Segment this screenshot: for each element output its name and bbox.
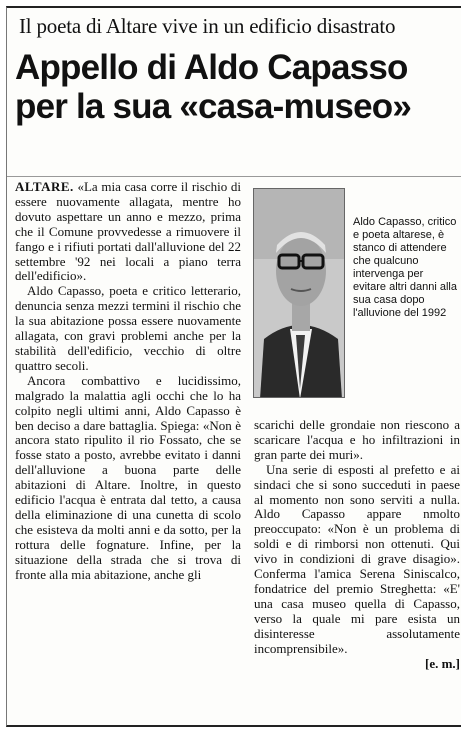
headline-line-2: per la sua «casa-museo» <box>15 87 411 126</box>
paragraph-3: Ancora combattivo e lucidissimo, malgrado la malattia agli occhi che lo ha colpito negli ultimi anni, Aldo Capasso è ben deciso a dare battaglia. Spiega: «Non è ancora stato ripulito il rio Fossato, che se fosse stato a posto, avrebbe evitato i danni dell'alluvione a buona parte delle abitazioni di Altare. Inoltre, in questo edificio l'acqua è entrata dal tetto, a causa della eliminazione di una cunetta di scolo che esisteva da molti anni e da sotto, per la rottura delle fognature. Infine, per la situazione della strada che si trova di fronte alla mia abitazione, anche gli <box>15 372 241 582</box>
author-photo <box>253 188 345 398</box>
headline-divider <box>7 176 461 177</box>
article-kicker: Il poeta di Altare vive in un edificio disastrato <box>19 14 396 38</box>
portrait-image <box>254 189 345 398</box>
column-1 <box>15 180 241 725</box>
headline-line-1: Appello di Aldo Capasso <box>15 48 408 87</box>
newspaper-clipping <box>6 6 461 727</box>
paragraph-3-continued: scarichi delle grondaie non riescono a scaricare l'acqua e ho infiltrazioni in gran parte dei muri». <box>254 418 460 462</box>
dateline: ALTARE. <box>15 180 74 194</box>
photo-caption: Aldo Capasso, critico e poeta altarese, è stanco di attendere che qualcuno intervenga per evitare altri danni alla sua casa dopo l'alluvione del 1992 <box>353 216 457 319</box>
paragraph-1 <box>15 180 241 284</box>
paragraph-1-text: «La mia casa corre il rischio di essere nuovamente allagata, mentre ho dovuto aspettare un anno e mezzo, prima che il Comune provvedesse a rimuovere il fango e i rifiuti portati dall'alluvione del 22 settembre '92 nei locali a piano terra dell'edificio». <box>15 180 241 284</box>
author-signature: [e. m.] <box>424 655 460 671</box>
column-2 <box>254 418 460 724</box>
paragraph-2: Aldo Capasso, poeta e critico letterario, denuncia senza mezzi termini il rischio che la sua abitazione possa essere nuovamente allagata, con gravi problemi anche per la stabilità dell'edificio, vecchio di oltre quattro secoli. <box>15 283 241 373</box>
paragraph-4: Una serie di esposti al prefetto e ai sindaci che si sono succeduti in paese al momento non sono serviti a nulla. Aldo Capasso appare nmolto preoccupato: «Non è un problema di soldi e di rimborsi non ottenuti. Qui vivo in condizioni di grave disagio». Conferma l'amica Serena Siniscalco, fondatrice del premio Streghetta: «E' una casa museo quella di Capasso, verso la quale mi pare esista un disinteresse assolutamente incomprensibile». <box>254 461 460 656</box>
article-headline <box>15 48 457 126</box>
